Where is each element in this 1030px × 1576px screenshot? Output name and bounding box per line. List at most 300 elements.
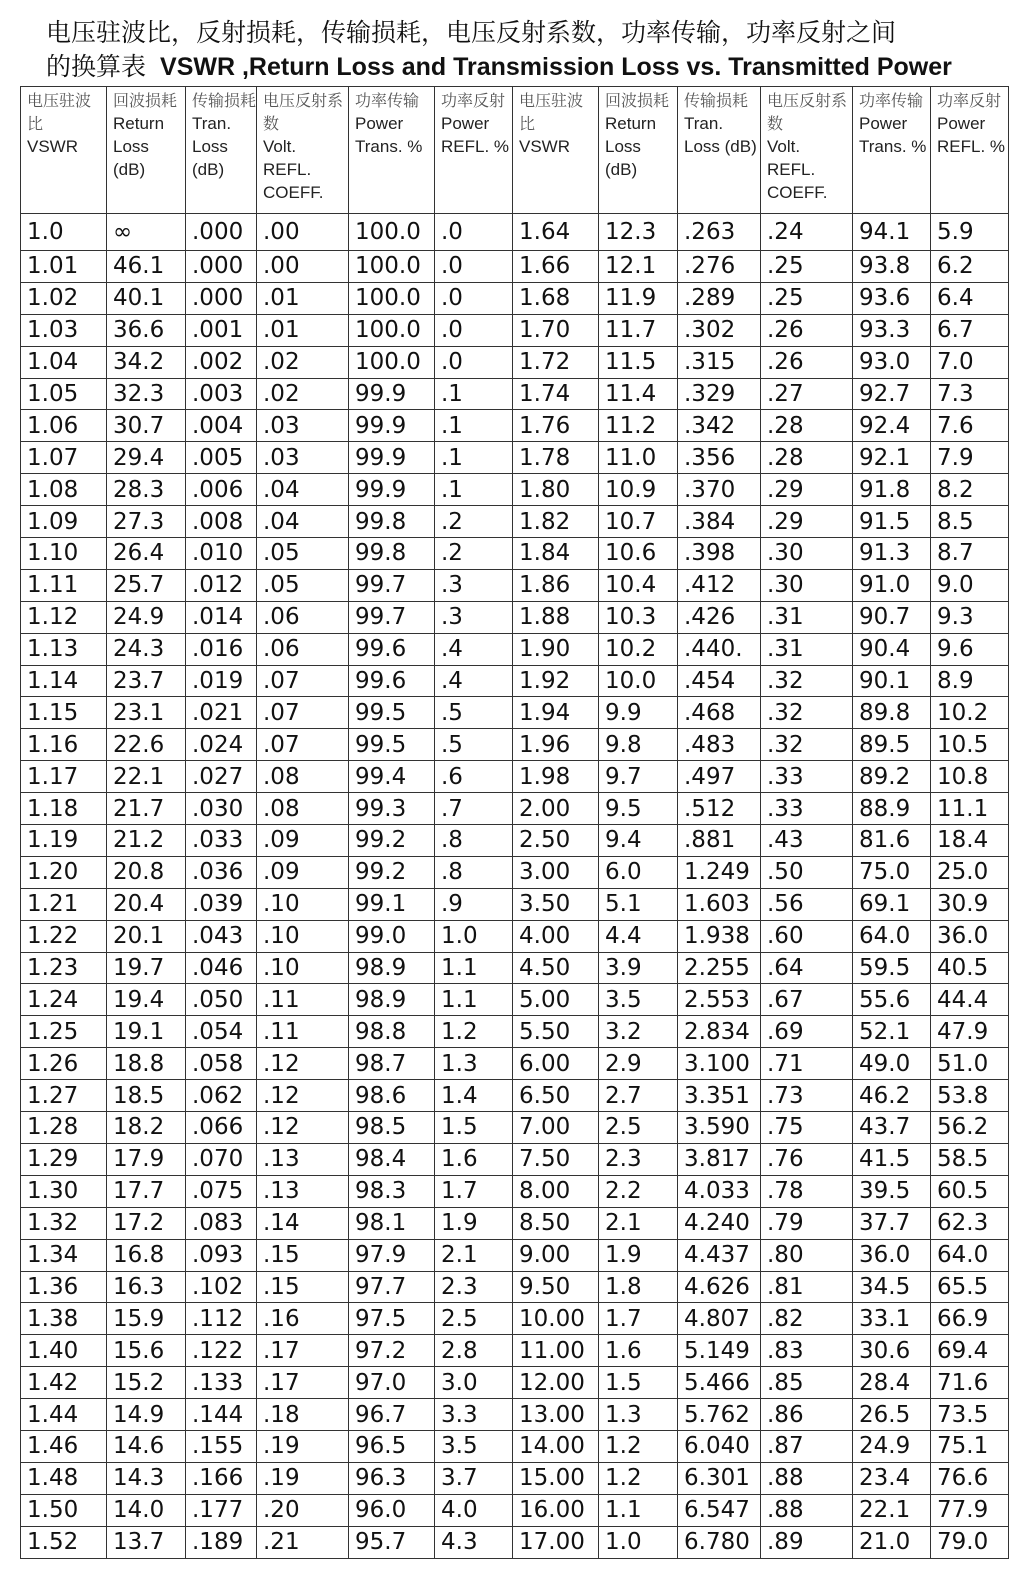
table-cell: 92.7 [853, 378, 931, 410]
table-cell: .05 [257, 538, 349, 570]
table-cell: 1.6 [435, 1143, 513, 1175]
table-cell: 9.8 [599, 729, 678, 761]
column-header-english: Volt. REFL. COEFF. [263, 137, 324, 202]
table-cell: .5 [435, 697, 513, 729]
table-cell: 66.9 [931, 1303, 1009, 1335]
table-cell: 18.2 [107, 1112, 186, 1144]
table-cell: 3.100 [678, 1048, 761, 1080]
table-cell: 9.5 [599, 793, 678, 825]
table-cell: .73 [761, 1080, 853, 1112]
table-cell: 1.17 [21, 761, 107, 793]
column-header-chinese: 回波损耗 [113, 91, 178, 110]
table-cell: 25.0 [931, 856, 1009, 888]
table-cell: .89 [761, 1526, 853, 1558]
table-cell: 1.46 [21, 1430, 107, 1462]
table-cell: 36.0 [853, 1239, 931, 1271]
column-header-english: Power REFL. % [441, 114, 510, 156]
table-cell: .13 [257, 1175, 349, 1207]
table-cell: 1.08 [21, 474, 107, 506]
table-cell: 99.0 [349, 920, 435, 952]
table-cell: 96.0 [349, 1494, 435, 1526]
table-cell: 1.76 [513, 410, 599, 442]
column-header-english: Volt. REFL. COEFF. [767, 137, 828, 202]
table-cell: 1.22 [21, 920, 107, 952]
table-cell: 1.2 [599, 1462, 678, 1494]
table-cell: .0 [435, 346, 513, 378]
table-cell: .8 [435, 856, 513, 888]
column-header-english: Tran. Loss (dB) [192, 114, 232, 179]
table-cell: .01 [257, 314, 349, 346]
table-cell: 89.2 [853, 761, 931, 793]
table-cell: 93.6 [853, 282, 931, 314]
table-cell: 7.0 [931, 346, 1009, 378]
table-row [21, 1430, 1009, 1462]
table-row [21, 506, 1009, 538]
table-cell: 11.4 [599, 378, 678, 410]
table-cell: .14 [257, 1207, 349, 1239]
table-cell: .10 [257, 920, 349, 952]
table-cell: .370 [678, 474, 761, 506]
table-cell: 98.1 [349, 1207, 435, 1239]
table-cell: 49.0 [853, 1048, 931, 1080]
table-cell: 99.1 [349, 888, 435, 920]
table-cell: 15.00 [513, 1462, 599, 1494]
table-cell: 64.0 [931, 1239, 1009, 1271]
table-cell: 1.7 [435, 1175, 513, 1207]
table-cell: 1.1 [435, 952, 513, 984]
table-cell: 23.1 [107, 697, 186, 729]
table-cell: .004 [186, 410, 257, 442]
table-cell: 21.2 [107, 825, 186, 857]
table-row [21, 793, 1009, 825]
table-cell: 1.72 [513, 346, 599, 378]
table-cell: .881 [678, 825, 761, 857]
table-cell: 11.5 [599, 346, 678, 378]
table-cell: 90.1 [853, 665, 931, 697]
table-row [21, 984, 1009, 1016]
table-cell: 17.2 [107, 1207, 186, 1239]
table-cell: 99.7 [349, 569, 435, 601]
table-cell: 3.2 [599, 1016, 678, 1048]
table-cell: .02 [257, 346, 349, 378]
table-cell: 99.6 [349, 665, 435, 697]
table-cell: 2.50 [513, 825, 599, 857]
table-cell: 8.7 [931, 538, 1009, 570]
table-cell: .033 [186, 825, 257, 857]
table-cell: .043 [186, 920, 257, 952]
table-cell: .1 [435, 442, 513, 474]
table-cell: .00 [257, 251, 349, 283]
table-cell: 6.301 [678, 1462, 761, 1494]
table-row [21, 474, 1009, 506]
table-cell: 3.0 [435, 1367, 513, 1399]
table-cell: 9.9 [599, 697, 678, 729]
table-cell: 93.3 [853, 314, 931, 346]
table-cell: 99.9 [349, 442, 435, 474]
table-cell: 98.9 [349, 952, 435, 984]
table-cell: .177 [186, 1494, 257, 1526]
table-cell: 1.5 [599, 1367, 678, 1399]
table-cell: 99.2 [349, 856, 435, 888]
table-cell: 56.2 [931, 1112, 1009, 1144]
table-cell: 7.9 [931, 442, 1009, 474]
column-header-chinese: 电压驻波比 [519, 91, 584, 133]
table-cell: 91.5 [853, 506, 931, 538]
table-cell: 41.5 [853, 1143, 931, 1175]
table-cell: 100.0 [349, 314, 435, 346]
table-cell: 8.5 [931, 506, 1009, 538]
table-cell: 15.9 [107, 1303, 186, 1335]
column-header-english: Tran. Loss (dB) [684, 114, 757, 156]
table-cell: 18.8 [107, 1048, 186, 1080]
column-header-english: Power Trans. % [355, 114, 423, 156]
table-row [21, 282, 1009, 314]
table-cell: 11.2 [599, 410, 678, 442]
table-row [21, 1080, 1009, 1112]
table-cell: 10.6 [599, 538, 678, 570]
table-cell: 1.23 [21, 952, 107, 984]
table-cell: .016 [186, 633, 257, 665]
table-cell: 12.00 [513, 1367, 599, 1399]
table-cell: 14.00 [513, 1430, 599, 1462]
table-cell: 59.5 [853, 952, 931, 984]
table-cell: 1.0 [599, 1526, 678, 1558]
table-cell: 3.5 [435, 1430, 513, 1462]
table-row [21, 1526, 1009, 1558]
table-cell: 99.5 [349, 729, 435, 761]
table-cell: 55.6 [853, 984, 931, 1016]
table-cell: 1.01 [21, 251, 107, 283]
table-cell: 1.10 [21, 538, 107, 570]
table-cell: 10.8 [931, 761, 1009, 793]
table-cell: 1.82 [513, 506, 599, 538]
table-cell: .64 [761, 952, 853, 984]
table-cell: .070 [186, 1143, 257, 1175]
table-cell: 1.80 [513, 474, 599, 506]
table-row [21, 569, 1009, 601]
table-row [21, 1271, 1009, 1303]
table-cell: .25 [761, 282, 853, 314]
table-cell: 4.240 [678, 1207, 761, 1239]
table-cell: .4 [435, 665, 513, 697]
table-cell: 15.2 [107, 1367, 186, 1399]
table-cell: .1 [435, 410, 513, 442]
table-cell: 14.9 [107, 1399, 186, 1431]
table-cell: 24.9 [853, 1430, 931, 1462]
table-cell: 7.00 [513, 1112, 599, 1144]
table-cell: 98.7 [349, 1048, 435, 1080]
table-cell: .04 [257, 506, 349, 538]
table-cell: 9.4 [599, 825, 678, 857]
table-cell: 6.7 [931, 314, 1009, 346]
table-cell: 16.00 [513, 1494, 599, 1526]
table-cell: 7.50 [513, 1143, 599, 1175]
table-cell: .302 [678, 314, 761, 346]
table-cell: 99.4 [349, 761, 435, 793]
table-cell: .289 [678, 282, 761, 314]
table-cell: .046 [186, 952, 257, 984]
table-cell: .093 [186, 1239, 257, 1271]
table-cell: 3.7 [435, 1462, 513, 1494]
table-cell: 34.2 [107, 346, 186, 378]
table-cell: .56 [761, 888, 853, 920]
table-cell: ∞ [107, 214, 186, 251]
table-cell: 98.3 [349, 1175, 435, 1207]
table-cell: .036 [186, 856, 257, 888]
table-cell: 8.9 [931, 665, 1009, 697]
column-header [761, 87, 853, 214]
column-header-english: Power REFL. % [937, 114, 1006, 156]
table-cell: .050 [186, 984, 257, 1016]
table-cell: 2.7 [599, 1080, 678, 1112]
table-cell: .000 [186, 214, 257, 251]
table-cell: 37.7 [853, 1207, 931, 1239]
table-cell: .75 [761, 1112, 853, 1144]
column-header-english: Return Loss (dB) [113, 114, 165, 179]
table-cell: 1.9 [435, 1207, 513, 1239]
table-cell: 2.3 [435, 1271, 513, 1303]
table-cell: .426 [678, 601, 761, 633]
table-cell: 39.5 [853, 1175, 931, 1207]
table-cell: .80 [761, 1239, 853, 1271]
table-cell: 17.7 [107, 1175, 186, 1207]
table-cell: 53.8 [931, 1080, 1009, 1112]
table-cell: 93.8 [853, 251, 931, 283]
table-cell: 2.1 [599, 1207, 678, 1239]
table-cell: 10.00 [513, 1303, 599, 1335]
table-cell: 9.00 [513, 1239, 599, 1271]
table-cell: 1.44 [21, 1399, 107, 1431]
table-cell: 3.00 [513, 856, 599, 888]
table-cell: 11.0 [599, 442, 678, 474]
table-cell: .09 [257, 856, 349, 888]
table-cell: 92.4 [853, 410, 931, 442]
table-cell: .78 [761, 1175, 853, 1207]
table-cell: .69 [761, 1016, 853, 1048]
table-cell: 1.52 [21, 1526, 107, 1558]
table-cell: 4.807 [678, 1303, 761, 1335]
table-cell: .7 [435, 793, 513, 825]
table-cell: 96.7 [349, 1399, 435, 1431]
table-cell: 33.1 [853, 1303, 931, 1335]
table-cell: 11.1 [931, 793, 1009, 825]
table-cell: 1.938 [678, 920, 761, 952]
table-cell: 13.00 [513, 1399, 599, 1431]
table-cell: .30 [761, 569, 853, 601]
table-cell: 2.255 [678, 952, 761, 984]
table-cell: 1.18 [21, 793, 107, 825]
column-header-chinese: 传输损耗 [684, 91, 749, 110]
table-cell: .356 [678, 442, 761, 474]
table-cell: .60 [761, 920, 853, 952]
table-cell: .67 [761, 984, 853, 1016]
table-cell: 2.9 [599, 1048, 678, 1080]
table-cell: 99.5 [349, 697, 435, 729]
table-row [21, 1239, 1009, 1271]
table-cell: .468 [678, 697, 761, 729]
table-cell: 5.9 [931, 214, 1009, 251]
table-cell: 1.603 [678, 888, 761, 920]
table-cell: 1.249 [678, 856, 761, 888]
table-cell: 1.3 [435, 1048, 513, 1080]
table-cell: 69.1 [853, 888, 931, 920]
table-cell: .43 [761, 825, 853, 857]
table-row [21, 665, 1009, 697]
table-cell: .008 [186, 506, 257, 538]
table-cell: .17 [257, 1367, 349, 1399]
table-cell: .05 [257, 569, 349, 601]
table-cell: .09 [257, 825, 349, 857]
table-cell: .76 [761, 1143, 853, 1175]
table-cell: 14.0 [107, 1494, 186, 1526]
table-cell: .18 [257, 1399, 349, 1431]
table-cell: 6.0 [599, 856, 678, 888]
table-cell: 3.5 [599, 984, 678, 1016]
table-cell: .16 [257, 1303, 349, 1335]
table-cell: 1.16 [21, 729, 107, 761]
table-cell: .02 [257, 378, 349, 410]
table-cell: 4.0 [435, 1494, 513, 1526]
column-header-chinese: 功率反射 [937, 91, 1002, 110]
table-cell: 5.50 [513, 1016, 599, 1048]
table-cell: 1.7 [599, 1303, 678, 1335]
table-cell: 20.1 [107, 920, 186, 952]
table-cell: 1.0 [435, 920, 513, 952]
table-cell: 1.1 [599, 1494, 678, 1526]
table-cell: .10 [257, 888, 349, 920]
table-cell: 99.3 [349, 793, 435, 825]
table-cell: 1.96 [513, 729, 599, 761]
table-cell: 1.88 [513, 601, 599, 633]
table-row [21, 1462, 1009, 1494]
table-body [21, 214, 1009, 1559]
table-cell: 1.94 [513, 697, 599, 729]
table-cell: 21.0 [853, 1526, 931, 1558]
table-cell: 1.48 [21, 1462, 107, 1494]
table-cell: .30 [761, 538, 853, 570]
column-header-english: Return Loss (dB) [605, 114, 657, 179]
column-header [513, 87, 599, 214]
table-cell: 22.1 [853, 1494, 931, 1526]
table-cell: 1.92 [513, 665, 599, 697]
table-cell: .315 [678, 346, 761, 378]
table-cell: .83 [761, 1335, 853, 1367]
table-cell: 99.9 [349, 378, 435, 410]
table-cell: 100.0 [349, 214, 435, 251]
table-cell: 1.84 [513, 538, 599, 570]
table-cell: 6.4 [931, 282, 1009, 314]
table-cell: 98.6 [349, 1080, 435, 1112]
table-cell: .86 [761, 1399, 853, 1431]
column-header-english: Power Trans. % [859, 114, 927, 156]
table-cell: 75.1 [931, 1430, 1009, 1462]
table-cell: .039 [186, 888, 257, 920]
column-header [257, 87, 349, 214]
table-cell: 9.0 [931, 569, 1009, 601]
table-cell: .155 [186, 1430, 257, 1462]
table-cell: 1.8 [599, 1271, 678, 1303]
table-cell: 3.3 [435, 1399, 513, 1431]
table-cell: 1.36 [21, 1271, 107, 1303]
table-cell: .85 [761, 1367, 853, 1399]
table-cell: .384 [678, 506, 761, 538]
table-cell: 4.50 [513, 952, 599, 984]
table-cell: 1.03 [21, 314, 107, 346]
table-cell: 26.5 [853, 1399, 931, 1431]
table-cell: 1.5 [435, 1112, 513, 1144]
table-cell: 94.1 [853, 214, 931, 251]
table-cell: .11 [257, 1016, 349, 1048]
table-cell: 4.033 [678, 1175, 761, 1207]
table-cell: 27.3 [107, 506, 186, 538]
table-cell: 2.5 [599, 1112, 678, 1144]
table-cell: 96.3 [349, 1462, 435, 1494]
table-cell: 1.40 [21, 1335, 107, 1367]
table-cell: 1.50 [21, 1494, 107, 1526]
table-cell: .87 [761, 1430, 853, 1462]
table-cell: 23.7 [107, 665, 186, 697]
table-cell: .0 [435, 214, 513, 251]
table-cell: 19.1 [107, 1016, 186, 1048]
table-cell: 44.4 [931, 984, 1009, 1016]
table-cell: .166 [186, 1462, 257, 1494]
table-cell: 32.3 [107, 378, 186, 410]
table-cell: 9.50 [513, 1271, 599, 1303]
table-cell: 98.8 [349, 1016, 435, 1048]
table-cell: .31 [761, 633, 853, 665]
table-cell: .263 [678, 214, 761, 251]
table-cell: .33 [761, 761, 853, 793]
table-row [21, 214, 1009, 251]
table-cell: 1.27 [21, 1080, 107, 1112]
table-row [21, 1016, 1009, 1048]
table-cell: 91.8 [853, 474, 931, 506]
table-cell: 9.3 [931, 601, 1009, 633]
table-cell: 7.3 [931, 378, 1009, 410]
table-cell: .0 [435, 251, 513, 283]
table-cell: 2.00 [513, 793, 599, 825]
table-cell: 21.7 [107, 793, 186, 825]
table-cell: .12 [257, 1080, 349, 1112]
table-cell: .32 [761, 697, 853, 729]
table-cell: 1.1 [435, 984, 513, 1016]
column-header [21, 87, 107, 214]
table-cell: 12.1 [599, 251, 678, 283]
table-cell: 100.0 [349, 346, 435, 378]
table-cell: .88 [761, 1462, 853, 1494]
table-cell: .11 [257, 984, 349, 1016]
table-cell: 1.42 [21, 1367, 107, 1399]
table-cell: 1.06 [21, 410, 107, 442]
table-cell: .24 [761, 214, 853, 251]
column-header [931, 87, 1009, 214]
table-cell: 4.4 [599, 920, 678, 952]
table-cell: 20.8 [107, 856, 186, 888]
table-cell: 1.29 [21, 1143, 107, 1175]
table-row [21, 1335, 1009, 1367]
table-cell: .512 [678, 793, 761, 825]
table-cell: 1.13 [21, 633, 107, 665]
table-cell: .497 [678, 761, 761, 793]
table-cell: .005 [186, 442, 257, 474]
table-row [21, 378, 1009, 410]
table-cell: 4.437 [678, 1239, 761, 1271]
table-cell: 1.2 [599, 1430, 678, 1462]
table-cell: .19 [257, 1462, 349, 1494]
table-cell: 46.1 [107, 251, 186, 283]
column-header [186, 87, 257, 214]
table-cell: .08 [257, 761, 349, 793]
